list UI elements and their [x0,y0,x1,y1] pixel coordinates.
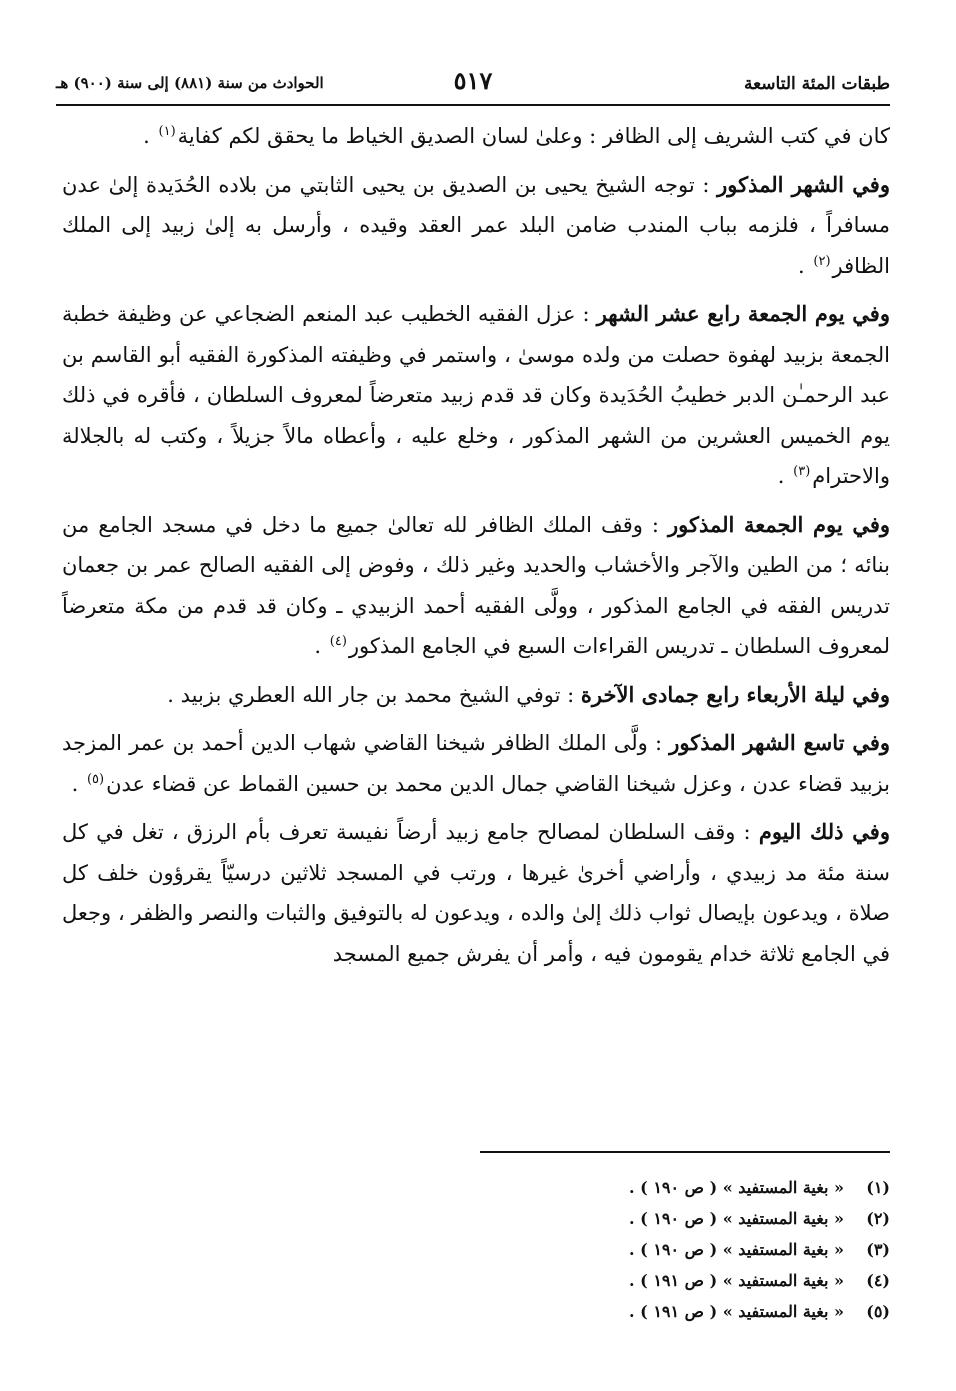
paragraph-end: . [798,253,812,278]
footnote [290,1234,890,1265]
running-title-right: طبقات المئة التاسعة [743,74,890,94]
paragraph-end: . [314,634,328,658]
paragraph-4 [62,505,890,667]
paragraph-heading: وفي يوم الجمعة المذكور [667,511,891,537]
page-number: ٥١٧ [453,66,493,95]
footnote-number: (٢) [866,1209,890,1228]
footnote-ref: (٥) [86,771,105,787]
footnote-number: (٤) [866,1271,890,1290]
footnote-number: (٥) [866,1302,890,1321]
paragraph-heading: وفي يوم الجمعة رابع عشر الشهر [596,301,890,326]
footnote-divider [480,1151,890,1153]
paragraph-6 [62,723,890,804]
paragraph-heading: وفي تاسع الشهر المذكور [669,730,890,755]
footnote-text: « بغية المستفيد » ( ص ١٩٠ ) . [629,1209,844,1228]
paragraph-heading: وفي الشهر المذكور [717,171,890,197]
footnote [290,1265,890,1296]
paragraph-7 [62,812,890,974]
paragraph-5 [62,675,890,716]
paragraph-end: . [777,464,792,488]
paragraph-end: . [71,771,85,796]
footnote-ref: (٢) [813,253,831,269]
footnote [290,1172,890,1203]
paragraph-3 [62,294,890,497]
paragraph-end: . [143,124,157,148]
footnotes [290,1172,890,1327]
paragraph-1 [62,116,890,157]
paragraph-text: كان في كتب الشريف إلى الظافر : وعلىٰ لسان الصديق الخياط ما يحقق لكم كفاية [177,124,890,148]
paragraph-text: : عزل الفقيه الخطيب عبد المنعم الضجاعي عن وظيفة خطبة الجمعة بزبيد لهفوة حصلت من ولده موسىٰ ، واستمر في وظيفته المذكورة الفقيه أبو القاسم بن عبد الرحمـٰن الدبر خطيبُ الحُدَيدة وكان قد قدم زبيد متعرضاً لمعروف السلطان ، فأقره في ذلك يوم الخميس العشرين من الشهر المذكور ، وخلع عليه ، وأعطاه مالاً جزيلاً ، وكتب له بالجلالة والاحترام [62,302,890,488]
footnote [290,1296,890,1327]
main-text [62,116,890,982]
footnote-ref: (٣) [793,464,811,479]
paragraph-text: : توجه الشيخ يحيى بن الصديق بن يحيى الثابتي من بلاده الحُدَيدة إلىٰ عدن مسافراً ، فلزمه بباب المندب ضامن البلد عمر العقد وقيده ، وأرسل به إلىٰ زبيد إلى الملك الظافر [62,172,890,278]
paragraph-2 [62,165,890,287]
paragraph-heading: وفي ذلك اليوم [758,819,890,844]
paragraph-text: : توفي الشيخ محمد بن جار الله العطري بزبيد . [167,682,581,707]
running-title-left: الحوادث من سنة (٨٨١) إلى سنة (٩٠٠) هـ [56,74,324,92]
footnote-number: (١) [866,1178,890,1197]
paragraph-text: : وقف الملك الظافر لله تعالىٰ جميع ما دخل في مسجد الجامع من بنائه ؛ من الطين والآجر والأخشاب والحديد وغير ذلك ، وفوض إلى الفقيه الصالح عمر بن جعمان تدريس الفقه في الجامع المذكور ، وولَّى الفقيه أحمد الزبيدي ـ وكان قد قدم من مكة متعرضاً لمعروف السلطان ـ تدريس القراءات السبع في الجامع المذكور [62,512,890,658]
footnote-ref: (١) [158,124,176,139]
footnote-number: (٣) [866,1240,890,1259]
footnote-text: « بغية المستفيد » ( ص ١٩١ ) . [629,1302,844,1321]
footnote-text: « بغية المستفيد » ( ص ١٩١ ) . [629,1271,844,1290]
footnote [290,1203,890,1234]
paragraph-text: : ولَّى الملك الظافر شيخنا القاضي شهاب الدين أحمد بن عمر المزجد بزبيد قضاء عدن ، وعزل شيخنا القاضي جمال الدين محمد بن حسين القماط عن قضاء عدن [62,731,890,796]
paragraph-text: : وقف السلطان لمصالح جامع زبيد أرضاً نفيسة تعرف بأم الرزق ، تغل في كل سنة مئة مد زبيدي ، وأراضي أخرىٰ غيرها ، ورتب في المسجد ثلاثين درسيّاً يقرؤون خلف كل صلاة ، ويدعون بإيصال ثواب ذلك إلىٰ والده ، ويدعون له بالتوفيق والثبات والنصر والظفر ، وجعل في الجامع ثلاثة خدام يقومون فيه ، وأمر أن يفرش جميع المسجد [62,820,890,966]
page-header [56,66,890,106]
footnote-text: « بغية المستفيد » ( ص ١٩٠ ) . [629,1178,844,1197]
paragraph-heading: وفي ليلة الأربعاء رابع جمادى الآخرة [580,681,890,707]
footnote-ref: (٤) [329,634,347,649]
footnote-text: « بغية المستفيد » ( ص ١٩٠ ) . [629,1240,844,1259]
